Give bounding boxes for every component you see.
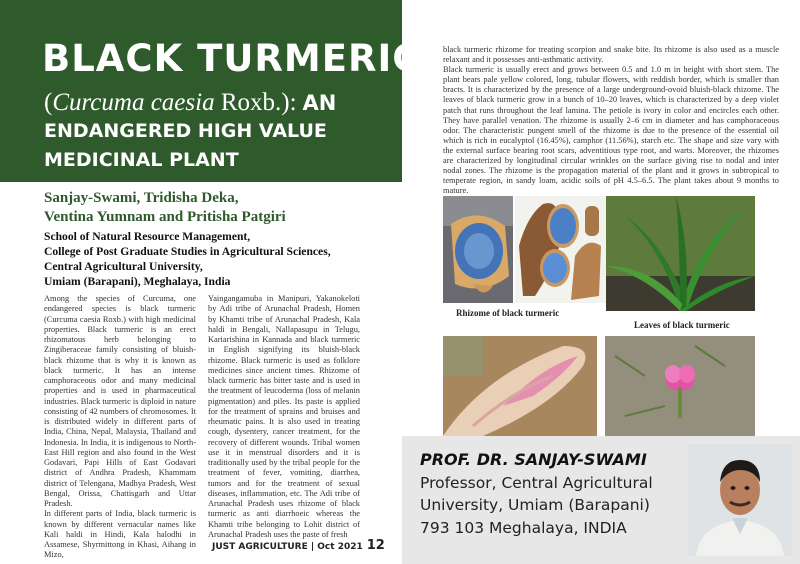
professor-line-1: Professor, Central Agricultural (420, 474, 653, 492)
title-an: AN (302, 91, 337, 115)
title-line-3: ENDANGERED HIGH VALUE (44, 120, 327, 142)
scientific-name: (Curcuma caesia Roxb.): (44, 89, 297, 116)
rhizome-caption: Rhizome of black turmeric (456, 308, 560, 318)
paragraph: In different parts of India, black turmeric is known by different vernacular names like Kali haldi in Hindi, Kala halodhi in Assamese, Shyrmittong in Khasi, Aihang in Mizo, (44, 509, 196, 560)
flower-bud-photo (443, 336, 597, 436)
body-column-1 (44, 294, 196, 561)
magazine-name: JUST AGRICULTURE | Oct 2021 (212, 542, 363, 552)
authors: Sanjay-Swami, Tridisha Deka, Ventina Yumnam and Pritisha Patgiri (44, 190, 286, 225)
title-line-4: MEDICINAL PLANT (44, 149, 239, 171)
page-number: 12 (366, 538, 385, 553)
paragraph: Yaingangamuba in Manipuri, Yakanokeloti by Adi tribe of Arunachal Pradesh, Homen by Khamti tribe of Arunachal Pradesh, Kala haldi in Bengali, Nallapasupu in Telugu, Kariarishina in Kannada and black turmeric in English signifying its bluish-black rhizome. Black turmeric is used as folklore medicines since ancient times. Rhizome of black turmeric has bitter taste and is used in the treatment of leucoderma (loss of melanin pigmentation) and piles. Its paste is applied for the treatment of sprains and bruises and rheumatic pains. It is also used in treating cough, dysentery, cancer treatment, for the recovery of different wounds. Tribal women use it in menstrual disorders and it is traditionally used by the tribal people for the treatment of fever, vomiting, diarrhea, tumors and for the treatment of sexual diseases, inflammation, etc. The Adi tribe of Arunachal Pradesh uses rhizome of black turmeric as anti diarrhoeic whereas the Khamti tribe belonging to Lohit district of Arunachal Pradesh uses the paste of fresh (208, 294, 360, 539)
leaves-photo (606, 196, 755, 311)
title-line-2 (44, 90, 336, 115)
body-column-3 (443, 45, 779, 196)
body-column-2 (208, 294, 360, 540)
title-banner (0, 0, 421, 182)
paragraph: black turmeric rhizome for treating scorpion and snake bite. Its rhizome is also used as a muscle relaxant and it possesses anti-asthmatic activity. (443, 45, 779, 65)
professor-line-2: University, Umiam (Barapani) (420, 496, 650, 514)
professor-line-3: 793 103 Meghalaya, INDIA (420, 519, 627, 537)
paragraph: Among the species of Curcuma, one endangered species is black turmeric (Curcuma caesia Roxb.) with high medicinal properties. Black turmeric is an erect rhizomatous herb belonging to Zingiberaceae family consisting of bluish-black rhizome that is why it is known as black turmeric. It has an intense camphoraceous odor and many medicinal properties and is used in pharmaceutical industries. Black turmeric is diploid in nature consisting of 42 numbers of chromosomes. It is distributed widely in different parts of India, China, Nepal, Malaysia, Thailand and Indonesia. In India, it is indigenous to North-East Hill region and also found in the West Godavari, Papi Hills of East Godavari district of Andhra Pradesh, Khammam district of Telengana, Madhya Pradesh, West Bengal, Orissa, Chattisgarh and Uttar Pradesh. (44, 294, 196, 508)
affiliation: School of Natural Resource Management, College of Post Graduate Studies in Agricultural Sciences, Central Agricultural University, Umiam (Barapani), Meghalaya, India (44, 230, 331, 288)
rhizome-pieces-photo (515, 196, 606, 303)
professor-avatar (688, 444, 792, 556)
author-bio-panel (402, 436, 800, 564)
leaves-caption: Leaves of black turmeric (634, 320, 730, 330)
paragraph: Black turmeric is usually erect and grows between 0.5 and 1.0 m in height with short stem. The plant bears pale yellow colored, long, tubular flowers, with reddish border, which is smaller than bracts. It is characterized by the presence of a large underground-ovoid bluish-black rhizome. The leaves of black turmeric grow in a bunch of 10–20 leaves, which is characterized by a deep violet patch that runs throughout the leaf lamina. The petiole is ivory in color and encircles each other. They have parallel venation. The rhizome is usually 2–6 cm in diameter and has camphoraceous odor. The characteristic pungent smell of the rhizome is due to the presence of the essential oil which is rich in eucalyptol (16.45%), camphor (11.56%), starch etc. The shape and size vary with the external surface bearing root scars, adventitious type root, and warts. Moreover, the rhizomes are characterized by longitudinal circular wrinkles on the surface giving rise to nodal and inter nodal zones. The rhizome is the propagation material of the plant and it grows in subtropical to temperate region, in sandy loam, acidic soils of pH 4.5–6.5. The plant takes about 9 months to mature. (443, 65, 779, 196)
professor-name: PROF. DR. SANJAY-SWAMI (420, 450, 647, 469)
title-line-1: BLACK TURMERIC (42, 37, 421, 80)
rhizome-cut-photo (443, 196, 513, 303)
flower-field-photo (605, 336, 755, 436)
page-footer (212, 538, 385, 553)
